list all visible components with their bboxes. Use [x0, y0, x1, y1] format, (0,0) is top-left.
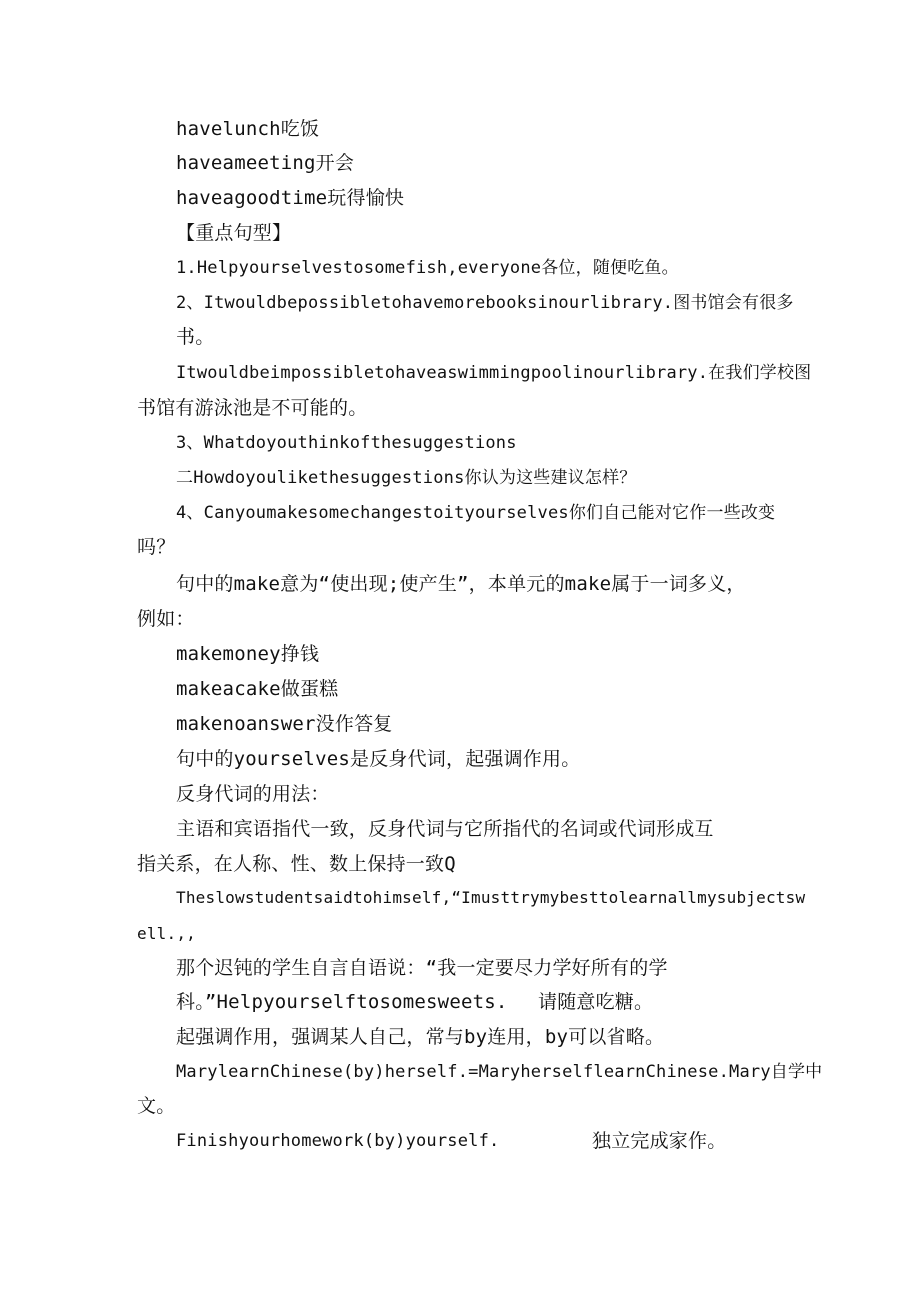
sentence-3b: 二Howdoyoulikethesuggestions你认为这些建议怎样？	[176, 468, 637, 488]
translation-help-yourself-sweets: 请随意吃糖。	[538, 991, 654, 1013]
example-make-a-cake: makeacake做蛋糕	[176, 678, 339, 700]
sentence-1: 1.Helpyourselvestosomefish,everyone各位，随便吃鱼。	[176, 258, 679, 278]
sentence-3: 3、Whatdoyouthinkofthesuggestions	[176, 433, 517, 453]
example-help-yourself-sweets: 科。”Helpyourselftosomesweets.	[176, 991, 508, 1013]
example-slow-student-line-1: Theslowstudentsaidtohimself,“Imusttrymybesttolearnallmysubjectsw	[176, 888, 806, 907]
phrase-have-a-meeting: haveameeting开会	[176, 152, 355, 174]
section-heading-key-sentences: 【重点句型】	[176, 222, 292, 244]
phrase-have-lunch: havelunch吃饭	[176, 118, 320, 140]
rule-1-line-2: 指关系，在人称、性、数上保持一致Q	[137, 853, 456, 875]
note-make-line-1: 句中的make意为“使出现;使产生”，本单元的make属于一词多义，	[176, 573, 746, 595]
translation-slow-student: 那个迟钝的学生自言自语说：“我一定要尽力学好所有的学	[176, 957, 668, 979]
example-mary-line-1: MarylearnChinese(by)herself.=MaryherselflearnChinese.Mary自学中	[176, 1062, 823, 1082]
note-yourselves: 句中的yourselves是反身代词，起强调作用。	[176, 748, 581, 770]
rule-1-line-1: 主语和宾语指代一致，反身代词与它所指代的名词或代词形成互	[176, 818, 714, 840]
sentence-2-line-1: 2、Itwouldbepossibletohavemorebooksinourlibrary.图书馆会有很多	[176, 293, 794, 313]
sentence-4-line-2: 吗？	[137, 536, 176, 558]
example-finish-homework: Finishyourhomework(by)yourself.	[176, 1131, 500, 1151]
sentence-2-line-2: 书。	[176, 326, 215, 348]
sentence-2b-line-2: 书馆有游泳池是不可能的。	[137, 397, 368, 419]
example-slow-student-line-2: ell.,,	[137, 924, 196, 943]
phrase-have-a-good-time: haveagoodtime玩得愉快	[176, 187, 405, 209]
translation-finish-homework: 独立完成家作。	[592, 1130, 727, 1152]
rule-2: 起强调作用，强调某人自己，常与by连用，by可以省略。	[176, 1026, 665, 1048]
example-mary-line-2: 文。	[137, 1095, 176, 1117]
example-make-no-answer: makenoanswer没作答复	[176, 713, 393, 735]
note-make-line-2: 例如：	[137, 608, 195, 630]
heading-reflexive-usage: 反身代词的用法：	[176, 783, 330, 805]
example-make-money: makemoney挣钱	[176, 643, 320, 665]
sentence-4-line-1: 4、Canyoumakesomechangestoityourselves你们自己能对它作一些改变	[176, 503, 776, 523]
sentence-2b-line-1: Itwouldbeimpossibletohaveaswimmingpoolinourlibrary.在我们学校图	[176, 363, 812, 383]
